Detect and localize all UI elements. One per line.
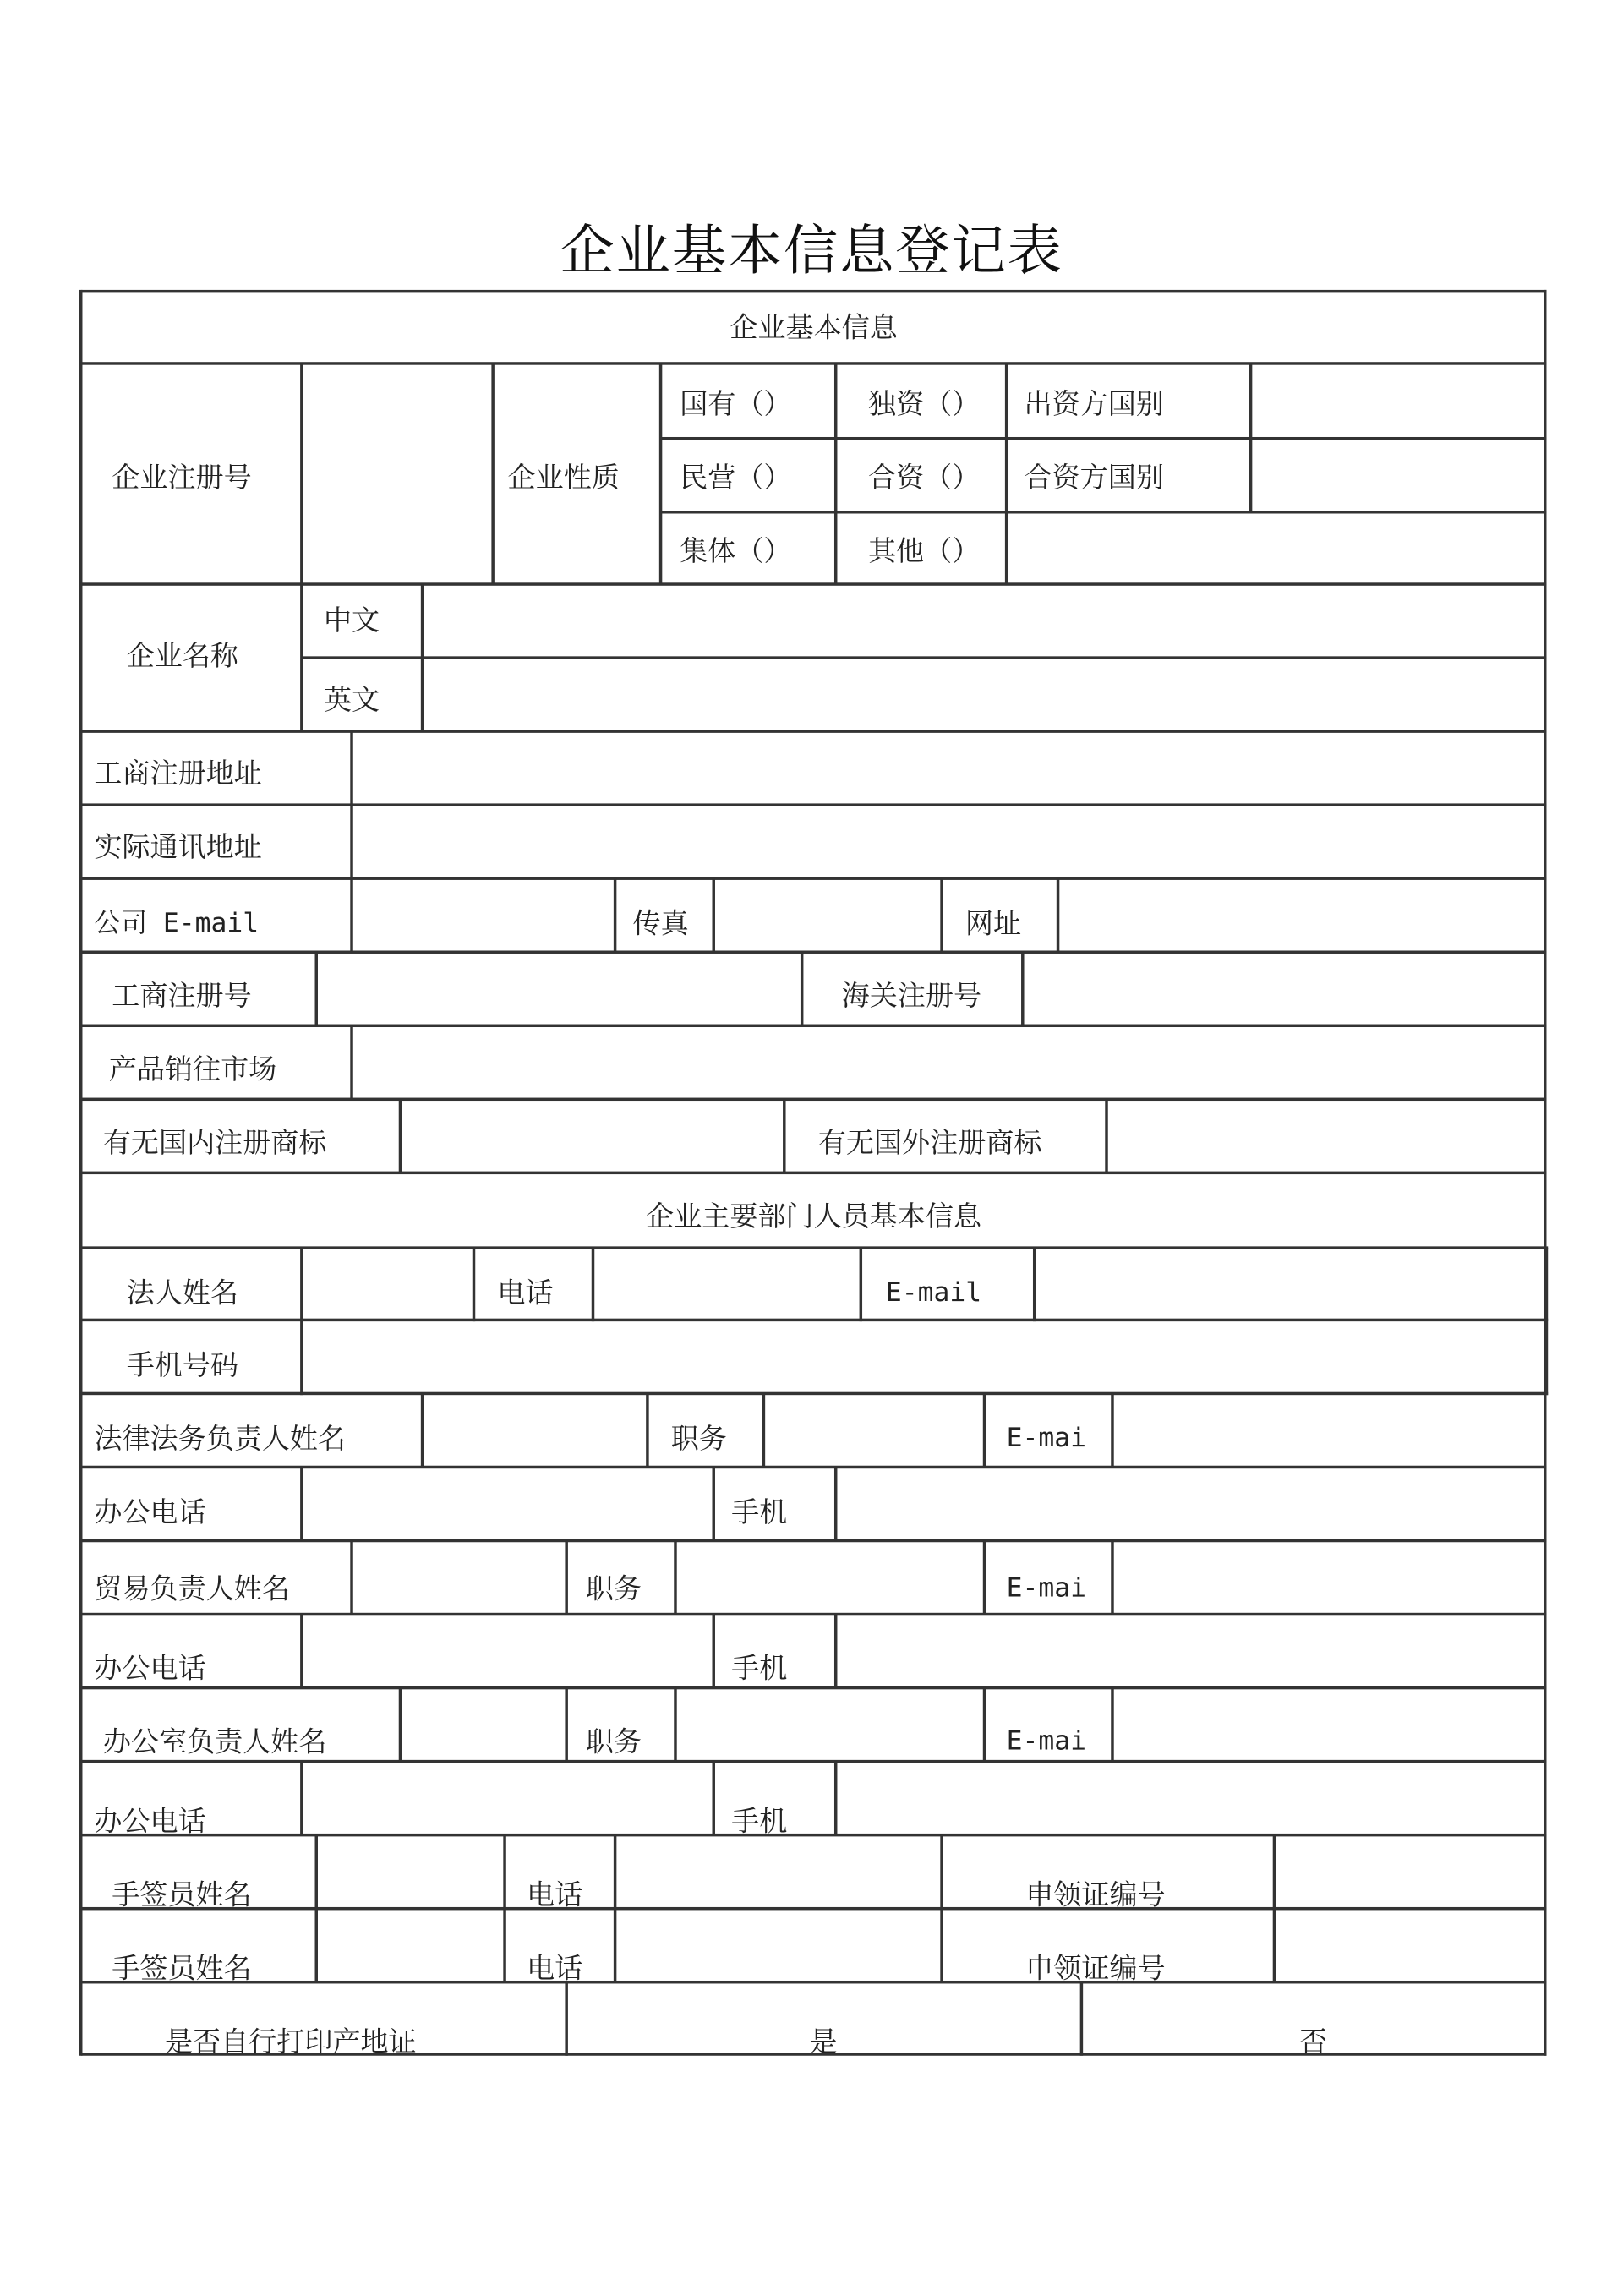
- row-line: [81, 1907, 1547, 1910]
- label-mobile: 手机: [731, 1652, 788, 1686]
- col-line: [592, 1248, 594, 1321]
- label-fax: 传真: [632, 908, 689, 941]
- label-signer-name: 手签员姓名: [112, 1952, 252, 1986]
- label-email: E-mai: [1006, 1725, 1086, 1758]
- col-line: [834, 1615, 837, 1688]
- row-line: [661, 437, 1547, 440]
- col-line: [300, 584, 303, 731]
- col-line: [1111, 1393, 1113, 1467]
- label-enterprise-nature: 企业性质: [507, 462, 620, 495]
- label-phone: 电话: [527, 1952, 583, 1986]
- col-line: [473, 1248, 475, 1321]
- col-line: [300, 1762, 303, 1835]
- col-line: [674, 1541, 676, 1615]
- col-line: [1111, 1541, 1113, 1615]
- col-line: [300, 1248, 303, 1395]
- label-legal-rep-name: 法人姓名: [126, 1276, 239, 1310]
- label-business-address: 工商注册地址: [94, 757, 262, 790]
- option-state-owned: 国有（）: [680, 388, 792, 421]
- label-signer-name: 手签员姓名: [112, 1878, 252, 1912]
- table-border-right: [1544, 290, 1546, 2056]
- row-line: [81, 1025, 1547, 1027]
- col-line: [491, 364, 494, 584]
- row-line: [81, 1098, 1547, 1101]
- label-mobile-number: 手机号码: [126, 1349, 239, 1382]
- label-office-phone: 办公电话: [94, 1805, 206, 1839]
- label-mobile: 手机: [731, 1805, 788, 1839]
- label-office-phone: 办公电话: [94, 1496, 206, 1529]
- col-line: [350, 731, 352, 952]
- label-license-no: 申领证编号: [1025, 1878, 1166, 1912]
- label-email: E-mail: [885, 1276, 982, 1309]
- row-line: [81, 877, 1547, 879]
- label-email: E-mai: [1006, 1572, 1086, 1604]
- col-line: [940, 1835, 943, 1982]
- col-line: [614, 878, 616, 952]
- col-line: [983, 1393, 986, 1467]
- form-title: 企业基本信息登记表: [560, 219, 1063, 283]
- label-customs-reg-no: 海关注册号: [841, 980, 982, 1013]
- label-license-no: 申领证编号: [1025, 1952, 1166, 1986]
- label-position: 职务: [585, 1725, 642, 1759]
- col-line: [300, 1467, 303, 1540]
- col-line: [399, 1099, 402, 1173]
- label-trade-manager-name: 贸易负责人姓名: [94, 1572, 290, 1606]
- option-no: 否: [1299, 2025, 1328, 2059]
- col-line: [350, 1541, 352, 1615]
- col-line: [1033, 1248, 1036, 1321]
- label-enterprise-reg-no: 企业注册号: [112, 462, 252, 495]
- col-line: [565, 1688, 567, 1762]
- col-line: [834, 1762, 837, 1835]
- col-line: [801, 952, 803, 1025]
- label-office-head-name: 办公室负责人姓名: [102, 1725, 327, 1759]
- label-name-english: 英文: [323, 684, 380, 717]
- option-other: 其他（）: [868, 535, 981, 568]
- col-line: [1080, 1982, 1083, 2056]
- col-line: [674, 1688, 676, 1762]
- label-email: E-mai: [1006, 1423, 1086, 1454]
- col-line: [940, 878, 943, 952]
- section-header-staff: 企业主要部门人员基本信息: [646, 1200, 982, 1233]
- col-line: [614, 1835, 616, 1982]
- col-line: [860, 1248, 862, 1321]
- option-private: 民营（）: [680, 462, 792, 495]
- label-position: 职务: [585, 1572, 642, 1606]
- table-border-top: [81, 290, 1547, 292]
- col-line: [712, 1467, 714, 1540]
- col-line: [646, 1393, 648, 1467]
- col-line: [783, 1099, 785, 1173]
- label-jv-country: 合资方国别: [1024, 462, 1164, 495]
- label-legal-affairs-name: 法律法务负责人姓名: [94, 1423, 347, 1456]
- col-line: [565, 1982, 567, 2056]
- label-office-phone: 办公电话: [94, 1652, 206, 1686]
- col-line: [315, 1835, 318, 1982]
- col-line: [300, 1615, 303, 1688]
- col-line: [503, 1835, 505, 1982]
- table-border-left: [79, 290, 82, 2056]
- label-business-reg-no: 工商注册号: [112, 980, 252, 1013]
- section-header-basic: 企业基本信息: [730, 312, 898, 345]
- col-line: [712, 1615, 714, 1688]
- label-position: 职务: [670, 1423, 727, 1456]
- col-line: [421, 584, 424, 731]
- col-line: [834, 364, 837, 584]
- col-line: [1105, 1099, 1107, 1173]
- label-foreign-trademark: 有无国外注册商标: [817, 1127, 1042, 1160]
- row-line: [81, 950, 1547, 953]
- label-domestic-trademark: 有无国内注册商标: [102, 1127, 327, 1160]
- row-line: [81, 803, 1547, 806]
- option-sole-proprietorship: 独资（）: [868, 388, 981, 421]
- label-self-print-origin-cert: 是否自行打印产地证: [164, 2025, 417, 2059]
- col-line: [565, 1541, 567, 1615]
- label-name-chinese: 中文: [323, 604, 380, 637]
- row-line: [661, 511, 1547, 513]
- label-phone: 电话: [527, 1878, 583, 1912]
- col-line: [350, 1025, 352, 1099]
- col-line: [712, 1762, 714, 1835]
- col-line: [1111, 1688, 1113, 1762]
- col-line: [1273, 1835, 1276, 1982]
- row-line: [81, 1172, 1547, 1174]
- label-company-email: 公司 E-mail: [94, 908, 260, 939]
- col-line: [1021, 952, 1024, 1025]
- label-investor-country: 出资方国别: [1024, 388, 1164, 421]
- col-line: [315, 952, 318, 1025]
- row-line: [81, 1981, 1547, 1983]
- option-yes: 是: [809, 2025, 838, 2059]
- label-company-name: 企业名称: [126, 640, 239, 673]
- label-sales-market: 产品销往市场: [108, 1053, 277, 1086]
- col-line: [1545, 1248, 1548, 1395]
- label-mobile: 手机: [731, 1496, 788, 1529]
- col-line: [659, 364, 662, 584]
- col-line: [300, 364, 303, 584]
- col-line: [421, 1393, 424, 1467]
- col-line: [834, 1467, 837, 1540]
- col-line: [983, 1688, 986, 1762]
- label-phone: 电话: [497, 1276, 554, 1310]
- col-line: [712, 878, 714, 952]
- option-joint-venture: 合资（）: [868, 462, 981, 495]
- col-line: [1005, 364, 1008, 584]
- col-line: [1057, 878, 1059, 952]
- col-line: [1249, 364, 1252, 512]
- label-mailing-address: 实际通讯地址: [94, 831, 262, 864]
- col-line: [399, 1688, 402, 1762]
- option-collective: 集体（）: [680, 535, 792, 568]
- col-line: [762, 1393, 765, 1467]
- row-line: [302, 656, 1547, 659]
- col-line: [983, 1541, 986, 1615]
- label-website: 网址: [965, 908, 1022, 941]
